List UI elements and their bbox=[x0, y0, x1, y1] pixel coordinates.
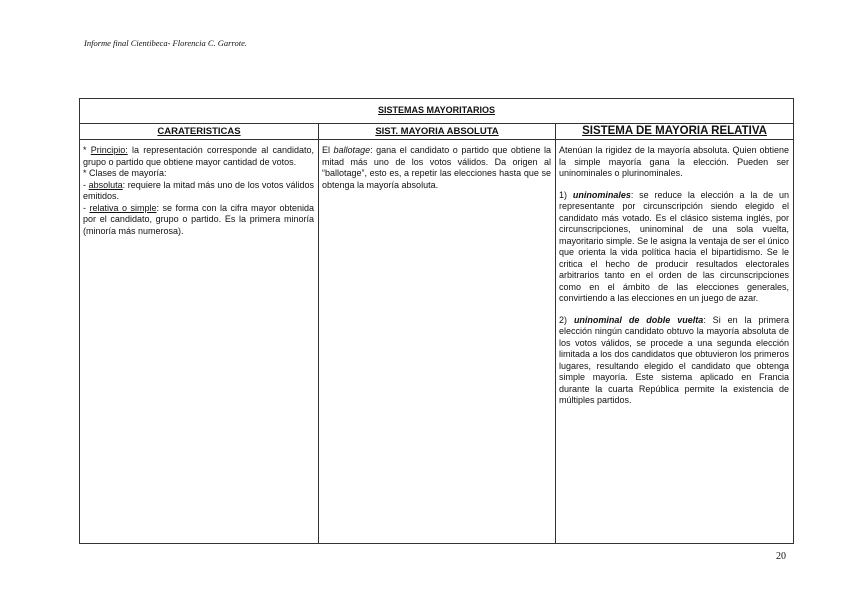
column-header-mayoria-relativa: SISTEMA DE MAYORIA RELATIVA bbox=[556, 124, 794, 140]
cell-caracteristicas bbox=[80, 140, 319, 544]
comparison-table-container bbox=[79, 98, 793, 544]
intro-paragraph: Atenúan la rigidez de la mayoría absoluta. Quien obtiene la simple mayoría gana la elección. Pueden ser uninominales o plurinominales. bbox=[559, 145, 790, 178]
page-number: 20 bbox=[776, 551, 786, 562]
cell-mayoria-absoluta bbox=[319, 140, 556, 544]
ballotage-term: ballotage bbox=[333, 145, 371, 155]
column-header-caracteristicas: CARATERISTICAS bbox=[80, 124, 319, 140]
relativa-term: relativa o simple bbox=[89, 202, 157, 213]
cell-mayoria-relativa bbox=[556, 140, 794, 544]
document-header: Informe final Cientibeca- Florencia C. Garrote. bbox=[84, 38, 247, 48]
doble-vuelta-term: uninominal de doble vuelta bbox=[573, 314, 704, 325]
principio-term: Principio: bbox=[90, 145, 128, 155]
uninominales-paragraph: 1) uninominales: se reduce la elección a la de un representante por circunscripción siendo elegido el candidato más votado. Es el clásico sistema inglés, por circunscripciones, uninominal de una sola vuelta, mayoritario simple. Se le asigna la ventaja de ser el único que orienta la vida política hacia el bipartidismo. Se le critica el hecho de producir resultados electorales arbitrarios tanto en el orden de las circunscripciones como en el ámbito de las elecciones generales, convirtiendo a las elecciones en un juego de azar. bbox=[559, 189, 790, 303]
uninominales-term: uninominales bbox=[572, 189, 631, 200]
doble-vuelta-paragraph: 2) uninominal de doble vuelta: Si en la primera elección ningún candidato obtuvo la mayoría absoluta de los votos válidos, se procede a una segunda elección limitada a los dos candidatos que obtuvieron los primeros lugares, resultando elegido el candidato que obtenga simple mayoría. Este sistema aplicado en Francia durante la cuarta República permite la existencia de múltiples partidos. bbox=[559, 314, 790, 405]
table-title: SISTEMAS MAYORITARIOS bbox=[80, 99, 794, 124]
sistemas-mayoritarios-table bbox=[79, 98, 794, 544]
relativa-paragraph: - relativa o simple: se forma con la cifra mayor obtenida por el candidato, grupo o partido. Es la primera minoría (minoría más numerosa). bbox=[83, 202, 315, 236]
absoluta-paragraph: - absoluta: requiere la mitad más uno de los votos válidos emitidos. bbox=[83, 179, 314, 201]
principio-paragraph: * Principio: la representación corresponde al candidato, grupo o partido que obtiene mayor cantidad de votos. bbox=[83, 145, 314, 167]
absoluta-term: absoluta bbox=[88, 179, 123, 190]
clases-paragraph: * Clases de mayoría: bbox=[83, 168, 167, 178]
ballotage-paragraph: El ballotage: gana el candidato o partido que obtiene la mitad más uno de los votos válidos. Da origen al “ballotage”, esto es, a repetir las elecciones hasta que se obtenga la mayoría absoluta. bbox=[322, 145, 551, 190]
column-header-mayoria-absoluta: SIST. MAYORIA ABSOLUTA bbox=[319, 124, 556, 140]
